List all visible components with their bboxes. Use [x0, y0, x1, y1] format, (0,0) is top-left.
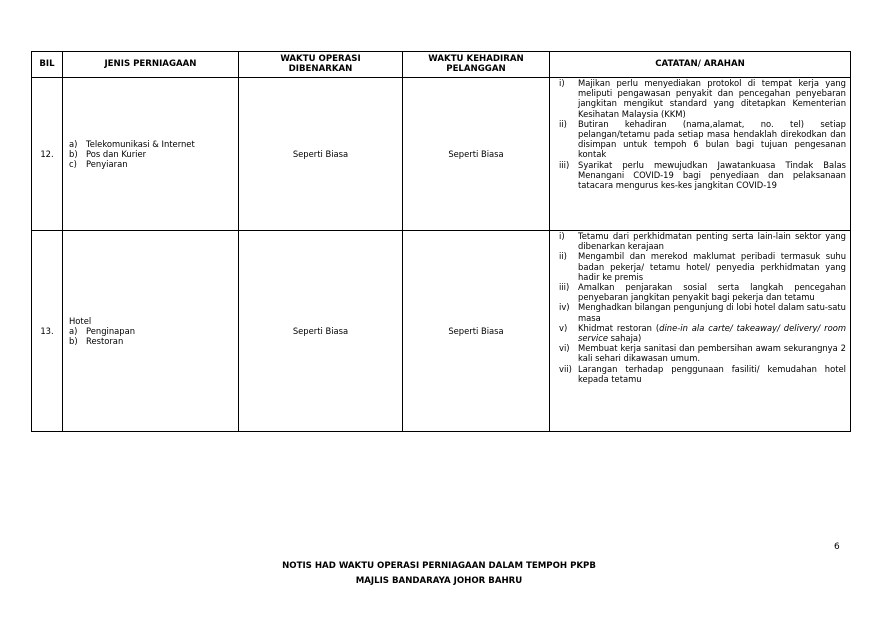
row-bil: 13. — [32, 231, 63, 432]
footer-organization: MAJLIS BANDARAYA JOHOR BAHRU — [355, 576, 523, 586]
row-waktu-operasi: Seperti Biasa — [239, 231, 403, 432]
header-jenis-perniagaan: JENIS PERNIAGAAN — [63, 52, 239, 78]
page-number: 6 — [834, 542, 840, 552]
row-waktu-kehadiran: Seperti Biasa — [403, 231, 550, 432]
table-row — [32, 78, 851, 231]
jenis-title: Hotel — [69, 315, 92, 326]
list-item: iii) Syarikat perlu mewujudkan Jawatankuasa Tindak Balas Menangani COVID-19 bagi penyediaan dan pelaksanaan tatacara mengurus kes-kes jangkitan COVID-19 — [559, 159, 846, 191]
row-jenis-perniagaan — [63, 231, 239, 432]
list-item: v) Khidmat restoran (dine-in ala carte/ takeaway/ delivery/ room service sahaja) — [559, 322, 846, 344]
list-item: vi) Membuat kerja sanitasi dan pembersihan awam sekurangnya 2 kali sehari dikawasan umum. — [559, 343, 846, 364]
list-item: iii) Amalkan penjarakan sosial serta langkah pencegahan penyebaran jangkitan penyakit bagi pekerja dan tetamu — [559, 282, 846, 303]
footer-title: NOTIS HAD WAKTU OPERASI PERNIAGAAN DALAM TEMPOH PKPB — [282, 561, 596, 571]
row-waktu-kehadiran: Seperti Biasa — [403, 78, 550, 231]
list-item: ii) Butiran kehadiran (nama,alamat, no. tel) setiap pelangan/tetamu pada setiap masa hendaklah direkodkan dan disimpan untuk tempoh 6 bulan bagi tujuan pengesanan kontak — [559, 118, 846, 160]
table-header-row — [32, 52, 851, 78]
row-bil: 12. — [32, 78, 63, 231]
list-item: iv) Menghadkan bilangan pengunjung di lobi hotel dalam satu-satu masa — [559, 302, 846, 323]
list-item: ii) Mengambil dan merekod maklumat peribadi termasuk suhu badan pekerja/ tetamu hotel/ penyedia perkhidmatan yang hadir ke premis — [559, 251, 846, 282]
list-item: i) Tetamu dari perkhidmatan penting serta lain-lain sektor yang dibenarkan kerajaan — [559, 231, 846, 252]
header-bil: BIL — [32, 52, 63, 78]
list-item: a) Telekomunikasi & Internet — [69, 138, 195, 149]
list-item: i) Majikan perlu menyediakan protokol di tempat kerja yang meliputi pengawasan penyakit dan pencegahan penyebaran jangkitan mengikut standard yang ditetapkan Kementerian Kesihatan Malaysia (KKM) — [559, 78, 846, 119]
list-item: vii) Larangan terhadap penggunaan fasiliti/ kemudahan hotel kepada tetamu — [559, 363, 846, 384]
business-hours-table — [31, 51, 851, 432]
row-jenis-perniagaan — [63, 78, 239, 231]
table-row — [32, 231, 851, 432]
list-item: a) Penginapan — [69, 325, 136, 336]
row-catatan — [550, 231, 851, 432]
header-waktu-kehadiran: WAKTU KEHADIRAN PELANGGAN — [403, 52, 550, 78]
header-waktu-operasi: WAKTU OPERASI DIBENARKAN — [239, 52, 403, 78]
row-waktu-operasi: Seperti Biasa — [239, 78, 403, 231]
list-item: b) Pos dan Kurier — [69, 148, 147, 159]
list-item: c) Penyiaran — [69, 159, 128, 170]
row-catatan — [550, 78, 851, 231]
header-catatan-arahan: CATATAN/ ARAHAN — [550, 52, 851, 78]
list-item: b) Restoran — [69, 336, 124, 347]
